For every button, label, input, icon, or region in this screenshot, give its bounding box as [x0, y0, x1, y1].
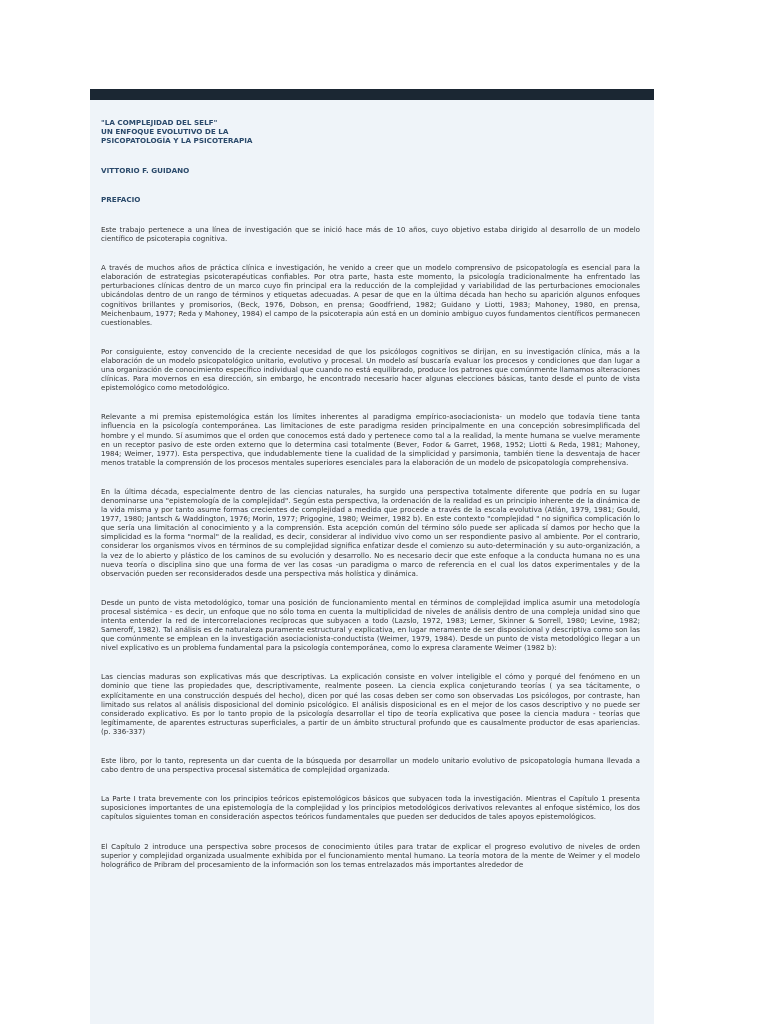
paragraph: A través de muchos años de práctica clínica e investigación, he venido a creer que un modelo comprensivo de psicopatología es esencial para la elaboración de estrategias psicoterapéuticas confiables. Por otra parte, hasta este momento, la psicología tradicionalmente ha enfrentado las perturbaciones clínicas dentro de un marco cuyo fin principal era la reducción de la complejidad y variabilidad de las perturbaciones emocionales ubicándolas dentro de un rango de términos y etiquetas adecuadas. A pesar de que en la última década han hecho su aparición algunos enfoques cognitivos brillantes y promisorios, (Beck, 1976, Dobson, en prensa; Goodfriend, 1982; Guidano y Liotti, 1983; Mahoney, 1980, en prensa, Meichenbaum, 1977; Reda y Mahoney, 1984) el campo de la psicoterapia aún está en un dominio ambiguo cuyos fundamentos científicos permanecen cuestionables. [101, 263, 640, 327]
paragraph: En la última década, especialmente dentro de las ciencias naturales, ha surgido una perspectiva totalmente diferente que podría en su lugar denominarse una "epistemología de la complejidad". Según esta perspectiva, la ordenación de la realidad es un principio inherente de la dinámica de la vida misma y por tanto asume formas crecientes de complejidad a medida que procede a través de la escala evolutiva (Atlán, 1979, 1981; Gould, 1977, 1980; Jantsch & Waddington, 1976; Morin, 1977; Prigogine, 1980; Weimer, 1982 b). En este contexto "complejidad " no significa complicación lo que sería una limitación al conocimiento y a la comprensión. Esta acepción común del término sólo puede ser aplicada sí damos por hecho que la simplicidad es la forma "normal" de la realidad, es decir, considerar al individuo vivo como un ser respondiente pasivo al ambiente. Por el contrario, considerar los organismos vivos en términos de su complejidad significa enfatizar desde el comienzo su auto-determinación y su auto-organización, a la vez de lo abierto y plástico de los caminos de su evolución y desarrollo. No es necesario decir que este enfoque a la conducta humana no es una nueva teoría o disciplina sino que una forma de ver las cosas -un paradigma o marco de referencia en el cual los datos experimentales y de la observación pueden ser reconsiderados desde una perspectiva más holística y dinámica. [101, 486, 640, 578]
paragraph: La Parte I trata brevemente con los principios teóricos epistemológicos básicos que subyacen toda la investigación. Mientras el Capítulo 1 presenta suposiciones importantes de una epistemología de la complejidad y los principios metodológicos derivativos relevantes al enfoque sistémico, los dos capítulos siguientes toman en consideración aspectos teóricos fundamentales que pueden ser deducidos de tales apoyos epistemológicos. [101, 794, 640, 822]
document-title [101, 118, 640, 145]
quote-paragraph: Las ciencias maduras son explicativas más que descriptivas. La explicación consiste en volver inteligible el cómo y porqué del fenómeno en un dominio que tiene las propiedades que, descriptivamente, realmente poseen. La ciencia explica conjeturando teorías ( ya sea tácitamente, o explícitamente en una construcción después del hecho), dicen por qué las cosas deben ser como son observadas Los psicólogos, por contraste, han limitado sus relatos al análisis disposicional del dominio psicológico. El análisis disposicional es en el mejor de los casos descriptivo y no puede ser considerado explicativo. Es por lo tanto propio de la psicología desarrollar el tipo de teoría explicativa que posee la ciencia madura - teorías que legítimamente, de aparentes estructuras superficiales, a partir de un ámbito structural profundo que es causalmente productor de esas apariencias. (p. 336-337) [101, 672, 640, 736]
document-content [101, 118, 640, 889]
paragraph: Por consiguiente, estoy convencido de la creciente necesidad de que los psicólogos cognitivos se dirijan, en su investigación clínica, más a la elaboración de un modelo psicopatológico unitario, evolutivo y procesal. Un modelo así buscaría evaluar los procesos y condiciones que dan lugar a una organización de conocimiento específico individual que cuando no está equilibrado, produce los patrones que comúnmente llamamos alteraciones clínicas. Para movernos en esa dirección, sin embargo, he encontrado necesario hacer algunas elecciones básicas, tanto desde el punto de vista epistemológico como metodológico. [101, 346, 640, 393]
paragraph: El Capítulo 2 introduce una perspectiva sobre procesos de conocimiento útiles para tratar de explicar el progreso evolutivo de niveles de orden superior y complejidad organizada usualmente exhibida por el funcionamiento mental humano. La teoría motora de la mente de Weimer y el modelo holográfico de Pribram del procesamiento de la información son los temas entrelazados más importantes alrededor de [101, 841, 640, 869]
author-name: VITTORIO F. GUIDANO [101, 166, 190, 175]
section-heading: PREFACIO [101, 195, 141, 204]
paragraph: Este libro, por lo tanto, representa un dar cuenta de la búsqueda por desarrollar un modelo unitario evolutivo de psicopatología humana llevada a cabo dentro de una perspectiva procesal sistemática de complejidad organizada. [101, 756, 640, 775]
title-line: PSICOPATOLOGÍA Y LA PSICOTERAPIA [101, 136, 253, 145]
document-header-bar [90, 89, 654, 100]
paragraph: Relevante a mi premisa epistemológica están los límites inherentes al paradigma empírico-asociacionista- un modelo que todavía tiene tanta influencia en la psicología contemporánea. Las limitaciones de este paradigma residen principalmente en una concepción sobresimplificada del hombre y el mundo. Sí asumimos que el orden que conocemos está dado y pertenece como tal a la realidad, la mente humana se vuelve meramente en un receptor pasivo de este orden externo que lo determina casi totalmente (Bever, Fodor & Garret, 1968, 1952; Liotti & Reda, 1981; Mahoney, 1984; Weimer, 1977). Esta perspectiva, que indudablemente tiene la cualidad de la simplicidad y parsimonia, también tiene la desventaja de hacer menos tratable la comprensión de los procesos mentales superiores esenciales para la elaboración de un modelo de psicopatología comprehensiva. [101, 412, 640, 467]
paragraph: Desde un punto de vista metodológico, tomar una posición de funcionamiento mental en términos de complejidad implica asumir una metodología procesal sistémica - es decir, un enfoque que no sólo toma en cuenta la multiplicidad de niveles de análisis dentro de una compleja unidad sino que intenta entender la red de intercorrelaciones recíprocas que subyacen a todo (Lazslo, 1972, 1983; Lerner, Skinner & Sorrell, 1980; Levine, 1982; Sameroff, 1982). Tal análisis es de naturaleza puramente estructural y explicativa, en lugar meramente de ser disposicional y descriptiva como son las que comúnmente se emplean en la investigación asociacionista-conductista (Weimer, 1979, 1984). Desde un punto de vista metodológico llegar a un nivel explicativo es un problema fundamental para la psicología contemporánea, como lo expresa claramente Weimer (1982 b): [101, 597, 640, 653]
title-line: UN ENFOQUE EVOLUTIVO DE LA [101, 127, 229, 136]
paragraph: Este trabajo pertenece a una línea de investigación que se inició hace más de 10 años, cuyo objetivo estaba dirigido al desarrollo de un modelo científico de psicoterapia cognitiva. [101, 225, 640, 244]
title-line: "LA COMPLEJIDAD DEL SELF" [101, 118, 218, 127]
